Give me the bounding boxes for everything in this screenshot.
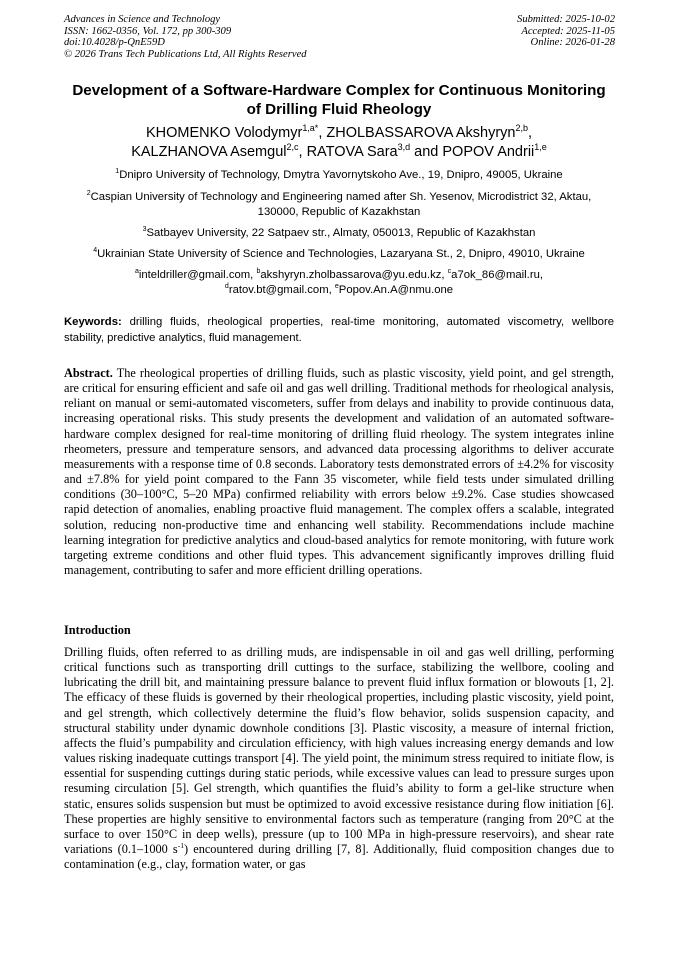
affiliation-3 — [64, 226, 614, 241]
affiliation-mark: 2 — [86, 190, 91, 198]
email-mark: c — [447, 268, 452, 276]
author-affiliation-mark: 2,b — [515, 123, 528, 134]
author-name: ZHOLBASSAROVA Akshyryn — [326, 125, 516, 141]
author-separator: , — [318, 125, 327, 141]
author-name: POPOV Andrii — [442, 143, 535, 160]
author-separator: and — [410, 143, 443, 160]
online-date: Online: 2026-01-28 — [530, 37, 615, 49]
author-affiliation-mark: 3,d — [397, 141, 411, 152]
email-separator: , — [328, 284, 335, 296]
author-separator: , — [527, 125, 533, 141]
email-mark: b — [256, 268, 261, 276]
affiliation-text: Satbayev University, 22 Satpaev str., Almaty, 050013, Republic of Kazakhstan — [146, 227, 536, 239]
exponent: -1 — [177, 840, 185, 850]
email-mark: e — [334, 283, 339, 291]
introduction-text — [64, 645, 614, 872]
affiliation-text: Dnipro University of Technology, Dmytra Yavornytskoho Ave., 19, Dnipro, 49005, Ukraine — [119, 169, 563, 181]
email-link[interactable]: ratov.bt@gmail.com — [228, 284, 329, 296]
issn-line: ISSN: 1662-0356, Vol. 172, pp 300-309 — [64, 25, 232, 37]
author-separator: , — [298, 143, 307, 160]
email-link[interactable]: inteldriller@gmail.com — [138, 269, 251, 281]
email-list — [64, 268, 614, 298]
abstract-section — [64, 366, 614, 578]
journal-name: Advances in Science and Technology — [64, 14, 221, 25]
keywords-section — [64, 315, 614, 346]
affiliation-mark: 4 — [93, 247, 98, 255]
accepted-date: Accepted: 2025-11-05 — [521, 25, 615, 37]
introduction-paragraph-cont: ) encountered during drilling [7, 8]. Additionally, fluid composition changes due to contamination (e.g., clay, formation water, or gas — [64, 842, 615, 872]
email-separator: , — [441, 269, 448, 281]
affiliation-mark: 3 — [142, 226, 147, 234]
keywords-label: Keywords: — [64, 316, 122, 328]
affiliation-1 — [64, 168, 614, 183]
introduction-paragraph: Drilling fluids, often referred to as drilling muds, are indispensable in oil and gas well drilling, performing critical functions such as transporting drill cuttings to the surface, stabilizing the wellbore, cooling and lubricating the drill bit, and maintaining pressure balance to prevent fluid influx formation or blowouts [1, 2]. The efficacy of these fluids is governed by their rheological properties, including plastic viscosity, yield point, and gel strength, which collectively determine the fluid’s flow behavior, solids suspension capacity, and structural stability under dynamic downhole conditions [3]. Plastic viscosity, a measure of internal friction, affects the fluid’s pumpability and circulation efficiency, with high values increasing energy demands and low values risking inadequate cuttings transport [4]. The yield point, the minimum stress required to initiate flow, is essential for suspending cuttings during static periods, while excessive values can lead to pressure surges upon resuming circulation [5]. Gel strength, which quantifies the fluid’s ability to form a gel-like structure when static, ensures solids suspension but must be optimized to avoid excessive resistance during flow initiation [6]. These properties are highly sensitive to environmental factors such as temperature (ranging from 20°C at the surface to over 150°C in deep wells), pressure (up to 100 MPa in high-pressure reservoirs), and shear rate variations (0.1–1000 s — [64, 645, 614, 857]
dates-info — [517, 14, 615, 49]
affiliation-text: Ukrainian State University of Science and Technologies, Lazaryana St., 2, Dnipro, 49010, Ukraine — [97, 248, 585, 260]
author-name: KHOMENKO Volodymyr — [145, 125, 303, 141]
affiliation-2 — [64, 190, 614, 220]
journal-info — [64, 14, 307, 60]
email-link[interactable]: a7ok_86@mail.ru — [451, 269, 540, 281]
submitted-date: Submitted: 2025-10-02 — [517, 14, 615, 25]
email-link[interactable]: akshyryn.zholbassarova@yu.edu.kz — [260, 269, 442, 281]
copyright-line: © 2026 Trans Tech Publications Ltd, All Rights Reserved — [64, 48, 307, 60]
email-mark: a — [134, 268, 139, 276]
email-mark: d — [224, 283, 229, 291]
author-affiliation-mark: 1,a* — [302, 123, 319, 134]
affiliation-4 — [64, 247, 614, 262]
abstract-text: The rheological properties of drilling fluids, such as plastic viscosity, yield point, and gel strength, are critical for ensuring efficient and safe oil and gas well drilling. Traditional methods for rheological analysis, reliant on manual or semi-automated viscometers, suffer from delays and inability to provide continuous data, increasing operational risks. This study presents the development and validation of an automated software-hardware complex designed for real-time monitoring of drilling fluid rheology. The system integrates inline rheometers, pressure and temperature sensors, and advanced data processing algorithms to deliver accurate measurements with a response time of 0.8 seconds. Laboratory tests demonstrated errors of ±4.2% for viscosity and ±7.8% for yield point compared to the Fann 35 viscometer, while field tests under simulated drilling conditions (30–100°C, 5–20 MPa) confirmed reliability with errors below ±9.2%. Case studies showcased rapid detection of anomalies, enabling proactive fluid management. The complex offers a scalable, integrated solution, reducing non-productive time and enhancing well stability. Recommendations include machine learning integration for predictive analytics and cloud-based analytics for remote monitoring, with future work targeting extreme conditions and other fluid types. This advancement significantly improves drilling fluid management, contributing to safer and more efficient drilling operations. — [64, 366, 614, 578]
section-heading: Introduction — [64, 623, 131, 637]
author-name: KALZHANOVA Asemgul — [131, 143, 287, 160]
email-separator: , — [539, 269, 544, 281]
author-name: RATOVA Sara — [306, 143, 398, 160]
author-list — [64, 124, 614, 161]
affiliation-text: Caspian University of Technology and Engineering named after Sh. Yesenov, Microdistrict 32, Aktau, 130000, Republic of Kazakhstan — [90, 191, 592, 218]
author-affiliation-mark: 2,c — [286, 141, 299, 152]
abstract-label: Abstract. — [64, 366, 113, 380]
affiliation-mark: 1 — [115, 168, 120, 176]
doi-line: doi:10.4028/p-QnE59D — [64, 37, 165, 49]
email-separator: , — [250, 269, 257, 281]
keywords-text: drilling fluids, rheological properties, real-time monitoring, automated viscometry, wellbore stability, predictive analytics, fluid management. — [64, 316, 615, 344]
paper-title: Development of a Software-Hardware Complex for Continuous Monitoring of Drilling Fluid Rheology — [72, 82, 606, 118]
author-affiliation-mark: 1,e — [534, 141, 547, 152]
email-link[interactable]: Popov.An.A@nmu.one — [338, 284, 454, 296]
